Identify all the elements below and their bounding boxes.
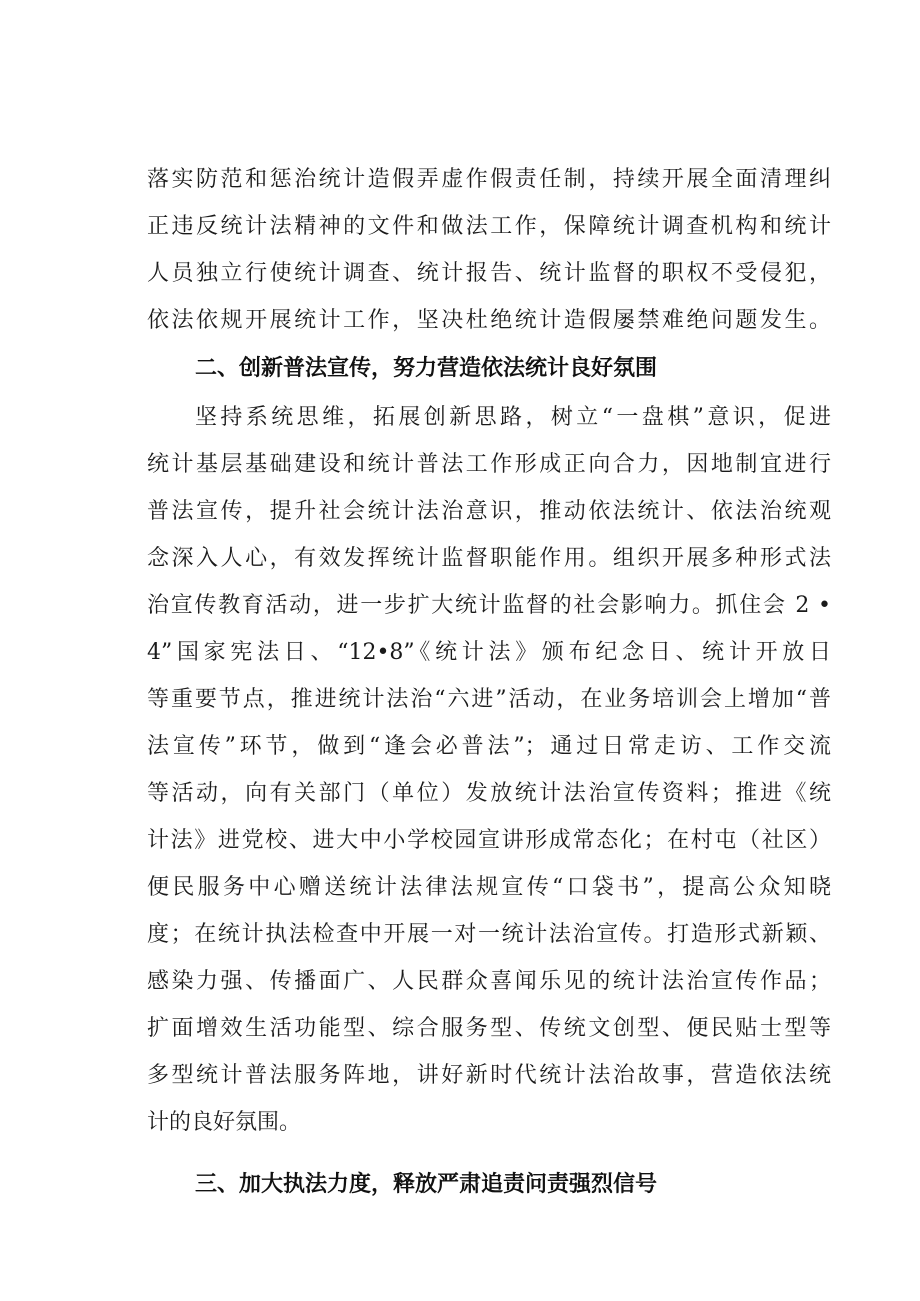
paragraph-2-line-15: 多型统计普法服务阵地，讲好新时代统计法治故事，营造依法统 xyxy=(147,1063,831,1088)
paragraph-2-line-3: 普法宣传，提升社会统计法治意识，推动依法统计、依法治统观 xyxy=(147,499,831,524)
document-body xyxy=(147,156,831,1210)
paragraph-2-line-13: 感染力强、传播面广、人民群众喜闻乐见的统计法治宣传作品； xyxy=(147,969,831,994)
paragraph-2-line-1: 坚持系统思维，拓展创新思路，树立“一盘棋”意识，促进 xyxy=(195,405,831,430)
section-spacer xyxy=(147,1146,831,1160)
paragraph-2-line-16: 计的良好氛围。 xyxy=(147,1110,302,1135)
paragraph-1-line-1: 落实防范和惩治统计造假弄虚作假责任制，持续开展全面清理纠 xyxy=(147,167,831,192)
paragraph-1-line-3: 人员独立行使统计调查、统计报告、统计监督的职权不受侵犯， xyxy=(147,261,831,286)
paragraph-2-line-2: 统计基层基础建设和统计普法工作形成正向合力，因地制宜进行 xyxy=(147,452,831,477)
paragraph-2-line-6: 4”国家宪法日、“12•8”《统计法》颁布纪念日、统计开放日 xyxy=(147,640,831,665)
paragraph-2-line-11: 便民服务中心赠送统计法律法规宣传“口袋书”，提高公众知晓 xyxy=(147,875,831,900)
section-heading-2: 二、创新普法宣传，努力营造依法统计良好氛围 xyxy=(195,356,658,381)
paragraph-2-line-14: 扩面增效生活功能型、综合服务型、传统文创型、便民贴士型等 xyxy=(147,1016,831,1041)
paragraph-1-line-2: 正违反统计法精神的文件和做法工作，保障统计调查机构和统计 xyxy=(147,214,831,239)
paragraph-2-line-5: 治宣传教育活动，进一步扩大统计监督的社会影响力。抓住会 2 • xyxy=(147,593,831,618)
paragraph-1-line-4: 依法依规开展统计工作，坚决杜绝统计造假屡禁难绝问题发生。 xyxy=(147,308,831,333)
paragraph-2-line-8: 法宣传”环节，做到“逢会必普法”；通过日常走访、工作交流 xyxy=(147,734,831,759)
paragraph-2-line-4: 念深入人心，有效发挥统计监督职能作用。组织开展多种形式法 xyxy=(147,546,831,571)
paragraph-2-line-7: 等重要节点，推进统计法治“六进”活动，在业务培训会上增加“普 xyxy=(147,687,831,712)
paragraph-2-line-9: 等活动，向有关部门（单位）发放统计法治宣传资料；推进《统 xyxy=(147,781,831,806)
section-heading-3: 三、加大执法力度，释放严肃追责问责强烈信号 xyxy=(195,1172,658,1197)
paragraph-2-line-10: 计法》进党校、进大中小学校园宣讲形成常态化；在村屯（社区） xyxy=(147,828,831,853)
paragraph-2-line-12: 度；在统计执法检查中开展一对一统计法治宣传。打造形式新颖、 xyxy=(147,922,831,947)
